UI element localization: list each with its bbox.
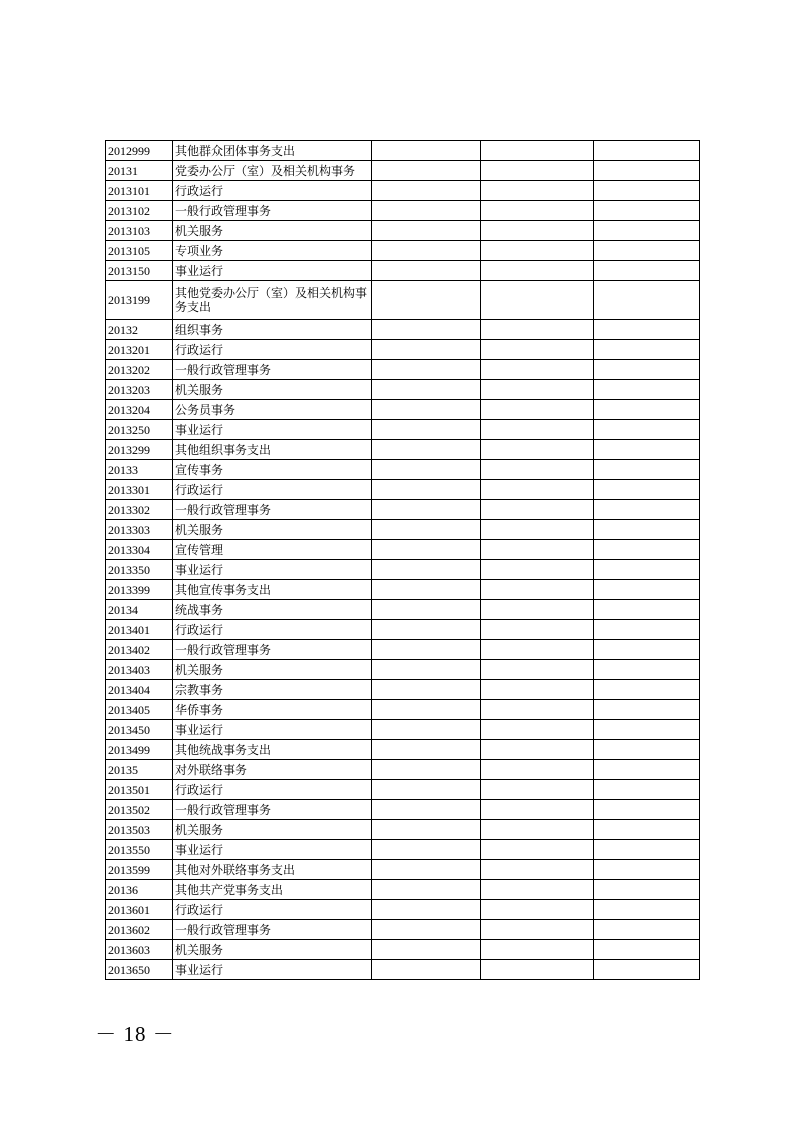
table-row [106,520,700,540]
amount-cell [372,420,481,440]
amount-cell [372,620,481,640]
amount-cell [594,860,700,880]
amount-cell [594,440,700,460]
amount-cell [481,940,594,960]
amount-cell [481,181,594,201]
amount-cell [481,560,594,580]
amount-cell [372,860,481,880]
table-row [106,360,700,380]
table-row [106,440,700,460]
account-code-cell: 2013103 [106,221,173,241]
table-row [106,241,700,261]
amount-cell [372,480,481,500]
amount-cell [594,460,700,480]
amount-cell [594,920,700,940]
table-row [106,920,700,940]
account-name-cell: 事业运行 [173,960,372,980]
amount-cell [481,281,594,320]
amount-cell [594,820,700,840]
table-row [106,560,700,580]
account-code-cell: 2013202 [106,360,173,380]
amount-cell [594,480,700,500]
account-name-cell: 党委办公厅（室）及相关机构事务 [173,161,372,181]
amount-cell [481,480,594,500]
amount-cell [594,880,700,900]
amount-cell [372,560,481,580]
account-code-cell: 2013405 [106,700,173,720]
account-code-cell: 2013203 [106,380,173,400]
account-name-cell: 其他党委办公厅（室）及相关机构事务支出 [173,281,372,320]
amount-cell [481,840,594,860]
amount-cell [594,261,700,281]
account-name-cell: 其他统战事务支出 [173,740,372,760]
table-row [106,340,700,360]
account-name-cell: 组织事务 [173,320,372,340]
amount-cell [372,800,481,820]
amount-cell [481,320,594,340]
account-name-cell: 宗教事务 [173,680,372,700]
amount-cell [372,500,481,520]
account-name-cell: 行政运行 [173,780,372,800]
account-code-cell: 2013201 [106,340,173,360]
amount-cell [594,800,700,820]
account-code-cell: 2013302 [106,500,173,520]
amount-cell [372,780,481,800]
account-code-cell: 20136 [106,880,173,900]
amount-cell [372,400,481,420]
amount-cell [372,840,481,860]
amount-cell [372,900,481,920]
amount-cell [372,600,481,620]
account-code-cell: 2013499 [106,740,173,760]
amount-cell [372,920,481,940]
table-row [106,840,700,860]
account-name-cell: 其他对外联络事务支出 [173,860,372,880]
amount-cell [481,360,594,380]
amount-cell [594,241,700,261]
account-code-cell: 20132 [106,320,173,340]
table-row [106,720,700,740]
amount-cell [481,261,594,281]
account-name-cell: 一般行政管理事务 [173,201,372,221]
amount-cell [481,720,594,740]
account-code-cell: 2013301 [106,480,173,500]
amount-cell [481,540,594,560]
table-row [106,880,700,900]
table-row [106,780,700,800]
amount-cell [481,680,594,700]
amount-cell [481,640,594,660]
amount-cell [481,880,594,900]
amount-cell [594,940,700,960]
account-name-cell: 机关服务 [173,940,372,960]
account-code-cell: 2013304 [106,540,173,560]
table-row [106,320,700,340]
table-row [106,221,700,241]
account-code-cell: 2013403 [106,660,173,680]
amount-cell [372,201,481,221]
table-row [106,680,700,700]
account-name-cell: 机关服务 [173,380,372,400]
amount-cell [594,780,700,800]
table-row [106,181,700,201]
amount-cell [594,960,700,980]
amount-cell [372,680,481,700]
account-code-cell: 2013399 [106,580,173,600]
account-name-cell: 宣传事务 [173,460,372,480]
amount-cell [372,460,481,480]
account-code-cell: 2013404 [106,680,173,700]
account-name-cell: 华侨事务 [173,700,372,720]
account-code-cell: 2013603 [106,940,173,960]
amount-cell [372,960,481,980]
table-row [106,860,700,880]
amount-cell [594,181,700,201]
amount-cell [372,281,481,320]
account-code-cell: 20131 [106,161,173,181]
account-name-cell: 行政运行 [173,620,372,640]
amount-cell [481,460,594,480]
amount-cell [594,620,700,640]
account-code-cell: 2013601 [106,900,173,920]
amount-cell [594,201,700,221]
amount-cell [481,920,594,940]
account-code-cell: 2013299 [106,440,173,460]
table-row [106,400,700,420]
table-row [106,540,700,560]
account-code-cell: 2013350 [106,560,173,580]
account-code-cell: 2013102 [106,201,173,221]
amount-cell [594,500,700,520]
account-name-cell: 事业运行 [173,840,372,860]
account-name-cell: 事业运行 [173,560,372,580]
amount-cell [372,221,481,241]
account-code-cell: 20133 [106,460,173,480]
amount-cell [372,360,481,380]
account-code-cell: 2013550 [106,840,173,860]
amount-cell [372,700,481,720]
amount-cell [372,380,481,400]
amount-cell [594,740,700,760]
page-number: － 18 － [95,1022,175,1046]
amount-cell [594,141,700,161]
account-name-cell: 一般行政管理事务 [173,800,372,820]
account-code-cell: 2013602 [106,920,173,940]
amount-cell [594,580,700,600]
amount-cell [481,620,594,640]
account-name-cell: 机关服务 [173,221,372,241]
amount-cell [481,161,594,181]
table-row [106,480,700,500]
amount-cell [372,340,481,360]
amount-cell [372,760,481,780]
account-name-cell: 宣传管理 [173,540,372,560]
amount-cell [372,740,481,760]
amount-cell [372,580,481,600]
account-code-cell: 2013502 [106,800,173,820]
account-code-cell: 2013599 [106,860,173,880]
table-row [106,261,700,281]
account-code-cell: 20135 [106,760,173,780]
amount-cell [372,720,481,740]
amount-cell [481,380,594,400]
amount-cell [594,221,700,241]
account-code-cell: 2013650 [106,960,173,980]
account-name-cell: 统战事务 [173,600,372,620]
account-name-cell: 机关服务 [173,520,372,540]
amount-cell [594,420,700,440]
table-row [106,620,700,640]
account-code-cell: 2013150 [106,261,173,281]
amount-cell [594,720,700,740]
account-code-cell: 2013503 [106,820,173,840]
account-name-cell: 事业运行 [173,720,372,740]
table-row [106,660,700,680]
table-row [106,161,700,181]
account-code-cell: 2013101 [106,181,173,201]
amount-cell [372,520,481,540]
amount-cell [372,241,481,261]
account-name-cell: 一般行政管理事务 [173,500,372,520]
account-name-cell: 一般行政管理事务 [173,360,372,380]
amount-cell [594,900,700,920]
account-name-cell: 一般行政管理事务 [173,920,372,940]
amount-cell [372,820,481,840]
amount-cell [594,700,700,720]
account-name-cell: 其他组织事务支出 [173,440,372,460]
amount-cell [481,201,594,221]
account-code-cell: 2013199 [106,281,173,320]
account-name-cell: 专项业务 [173,241,372,261]
amount-cell [481,440,594,460]
table-row [106,281,700,320]
amount-cell [594,281,700,320]
table-row [106,580,700,600]
account-code-cell: 2013402 [106,640,173,660]
amount-cell [481,221,594,241]
amount-cell [594,161,700,181]
table-row [106,420,700,440]
amount-cell [481,760,594,780]
account-name-cell: 行政运行 [173,181,372,201]
account-name-cell: 对外联络事务 [173,760,372,780]
amount-cell [594,600,700,620]
amount-cell [481,800,594,820]
table-row [106,740,700,760]
table-row [106,820,700,840]
account-name-cell: 其他宣传事务支出 [173,580,372,600]
account-code-cell: 20134 [106,600,173,620]
amount-cell [372,880,481,900]
amount-cell [594,660,700,680]
amount-cell [481,820,594,840]
amount-cell [594,840,700,860]
amount-cell [372,161,481,181]
amount-cell [481,241,594,261]
amount-cell [372,320,481,340]
table-row [106,201,700,221]
amount-cell [372,940,481,960]
account-name-cell: 机关服务 [173,660,372,680]
account-name-cell: 行政运行 [173,900,372,920]
account-name-cell: 其他共产党事务支出 [173,880,372,900]
table-row [106,640,700,660]
account-code-cell: 2012999 [106,141,173,161]
budget-table [105,140,700,980]
amount-cell [481,400,594,420]
account-code-cell: 2013204 [106,400,173,420]
amount-cell [481,740,594,760]
amount-cell [594,340,700,360]
amount-cell [481,960,594,980]
amount-cell [481,600,594,620]
amount-cell [594,360,700,380]
amount-cell [594,560,700,580]
table-row [106,760,700,780]
table-row [106,380,700,400]
table-body [106,141,700,980]
amount-cell [481,340,594,360]
amount-cell [481,780,594,800]
account-code-cell: 2013501 [106,780,173,800]
amount-cell [594,760,700,780]
amount-cell [372,660,481,680]
account-code-cell: 2013105 [106,241,173,261]
amount-cell [372,141,481,161]
table-row [106,141,700,161]
amount-cell [372,440,481,460]
account-name-cell: 行政运行 [173,480,372,500]
amount-cell [594,640,700,660]
amount-cell [481,141,594,161]
amount-cell [372,540,481,560]
table-row [106,600,700,620]
amount-cell [594,380,700,400]
amount-cell [481,700,594,720]
amount-cell [481,900,594,920]
amount-cell [372,640,481,660]
amount-cell [594,320,700,340]
amount-cell [481,860,594,880]
table-row [106,960,700,980]
table-row [106,800,700,820]
amount-cell [481,420,594,440]
account-code-cell: 2013250 [106,420,173,440]
account-name-cell: 公务员事务 [173,400,372,420]
table-row [106,940,700,960]
table-row [106,900,700,920]
account-code-cell: 2013401 [106,620,173,640]
account-code-cell: 2013450 [106,720,173,740]
amount-cell [372,261,481,281]
amount-cell [594,400,700,420]
amount-cell [594,680,700,700]
account-name-cell: 行政运行 [173,340,372,360]
account-name-cell: 一般行政管理事务 [173,640,372,660]
account-code-cell: 2013303 [106,520,173,540]
amount-cell [481,520,594,540]
table-row [106,700,700,720]
amount-cell [481,500,594,520]
amount-cell [594,540,700,560]
table-row [106,460,700,480]
account-name-cell: 事业运行 [173,420,372,440]
table-row [106,500,700,520]
amount-cell [481,580,594,600]
account-name-cell: 其他群众团体事务支出 [173,141,372,161]
amount-cell [372,181,481,201]
account-name-cell: 机关服务 [173,820,372,840]
amount-cell [594,520,700,540]
amount-cell [481,660,594,680]
account-name-cell: 事业运行 [173,261,372,281]
